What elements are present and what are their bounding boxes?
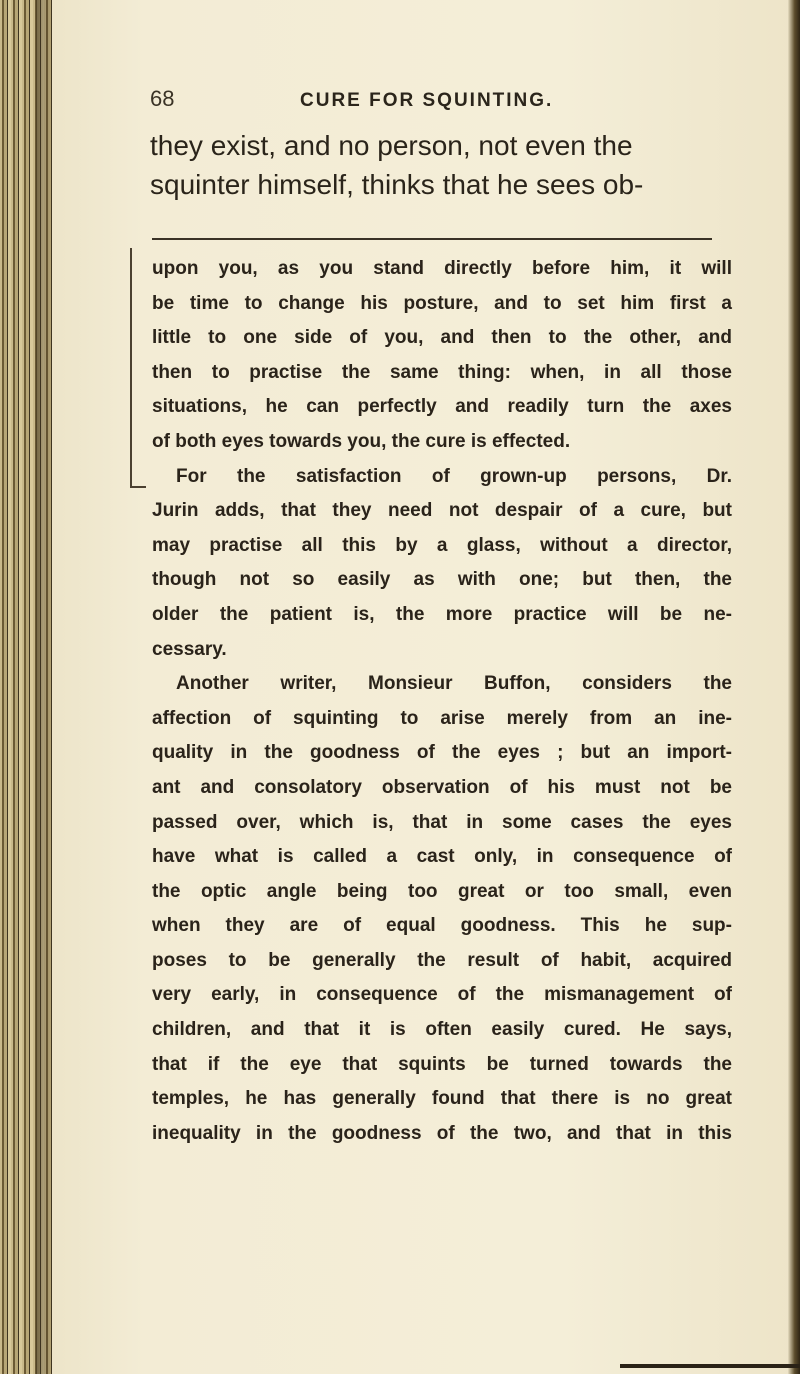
text-line: affection of squinting to arise merely from an ine- [152, 707, 732, 729]
text-line: inequality in the goodness of the two, and that in this [152, 1122, 732, 1144]
text-line: squinter himself, thinks that he sees ob- [150, 169, 644, 200]
pasted-slip-bracket [130, 248, 146, 488]
text-line: situations, he can perfectly and readily turn the axes [152, 396, 732, 418]
text-line: temples, he has generally found that there is no great [152, 1088, 732, 1110]
text-line: though not so easily as with one; but then, the [152, 569, 732, 591]
text-line: then to practise the same thing: when, in all those [152, 361, 732, 383]
page-number: 68 [150, 86, 175, 111]
page-header [150, 86, 710, 122]
text-line: poses to be generally the result of habit, acquired [152, 949, 732, 971]
text-line: of both eyes towards you, the cure is effected. [152, 430, 571, 452]
page-right-edge [788, 0, 800, 1374]
text-line: For the satisfaction of grown-up persons, Dr. [176, 465, 732, 487]
text-line: very early, in consequence of the mismanagement of [152, 984, 732, 1006]
text-line: ant and consolatory observation of his must not be [152, 776, 732, 798]
text-line: passed over, which is, that in some cases the eyes [152, 811, 732, 833]
text-line: have what is called a cast only, in consequence of [152, 846, 732, 868]
text-line: the optic angle being too great or too small, even [152, 880, 732, 902]
text-line: may practise all this by a glass, without a director, [152, 534, 732, 556]
body-text-block [152, 252, 732, 1151]
scan-bottom-edge [620, 1364, 800, 1368]
text-line: older the patient is, the more practice will be ne- [152, 603, 732, 625]
text-line: be time to change his posture, and to set him first a [152, 292, 732, 314]
text-line: children, and that it is often easily cured. He says, [152, 1019, 732, 1041]
running-head: CURE FOR SQUINTING. [300, 90, 554, 111]
pasted-slip-top-rule [152, 238, 712, 240]
book-binding-gutter [0, 0, 52, 1374]
text-line: Another writer, Monsieur Buffon, considers the [176, 673, 732, 695]
text-line: they exist, and no person, not even the [150, 130, 633, 161]
text-line: cessary. [152, 638, 227, 660]
intro-text-block [150, 126, 750, 204]
text-line: little to one side of you, and then to the other, and [152, 327, 732, 349]
text-line: that if the eye that squints be turned towards the [152, 1053, 732, 1075]
text-line: Jurin adds, that they need not despair of a cure, but [152, 500, 732, 522]
text-line: when they are of equal goodness. This he sup- [152, 915, 732, 937]
text-line: upon you, as you stand directly before him, it will [152, 258, 732, 279]
text-line: quality in the goodness of the eyes ; but an import- [152, 742, 732, 764]
